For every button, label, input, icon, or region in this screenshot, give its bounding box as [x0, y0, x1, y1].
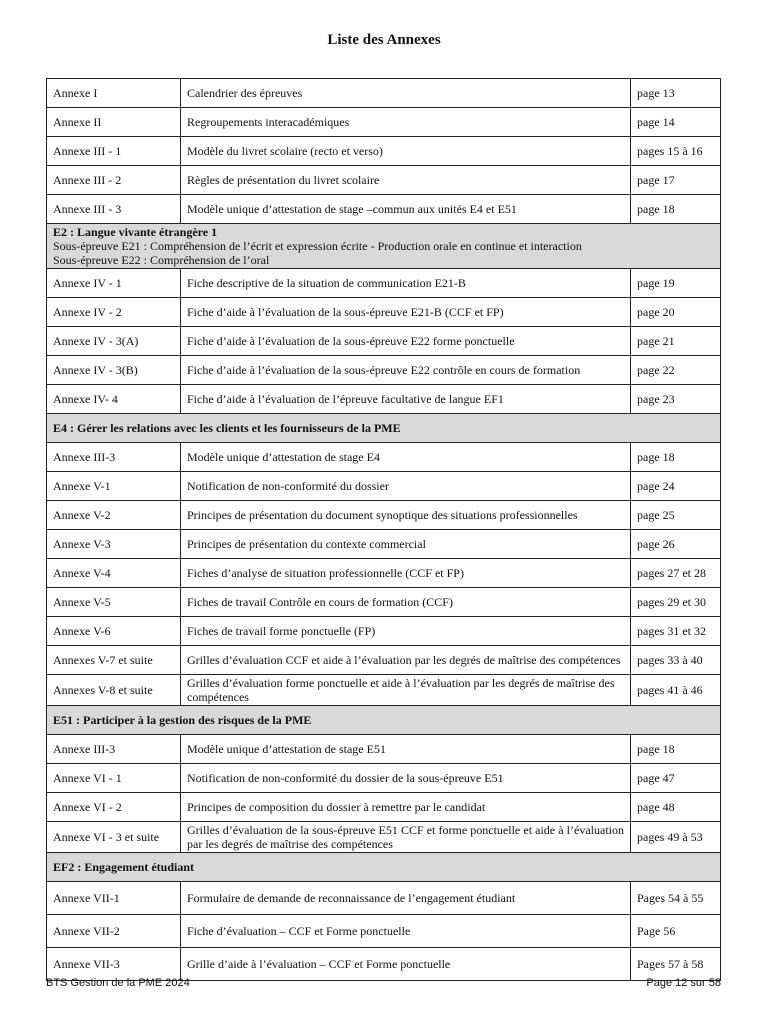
annex-id-cell: Annexe VI - 1 [47, 764, 181, 793]
annex-page-cell: page 18 [631, 195, 721, 224]
annex-id-cell: Annexe VI - 2 [47, 793, 181, 822]
annex-page-cell: page 20 [631, 298, 721, 327]
annex-id-cell: Annexe III-3 [47, 443, 181, 472]
table-row [47, 79, 721, 108]
table-row [47, 195, 721, 224]
annex-id-cell: Annexe VI - 3 et suite [47, 822, 181, 853]
annex-id-cell: Annexe V-5 [47, 588, 181, 617]
annex-id-cell: Annexe IV - 1 [47, 269, 181, 298]
annex-id-cell: Annexe IV - 3(B) [47, 356, 181, 385]
annex-description-cell: Fiches de travail forme ponctuelle (FP) [181, 617, 631, 646]
annex-page-cell: page 13 [631, 79, 721, 108]
annex-description-cell: Grilles d’évaluation de la sous-épreuve E51 CCF et forme ponctuelle et aide à l’évaluation par les degrés de maîtrise des compétences [181, 822, 631, 853]
section-title: EF2 : Engagement étudiant [53, 860, 194, 874]
annex-page-cell: page 48 [631, 793, 721, 822]
annex-id-cell: Annexe IV - 3(A) [47, 327, 181, 356]
annex-description-cell: Fiche d’aide à l’évaluation de la sous-épreuve E22 contrôle en cours de formation [181, 356, 631, 385]
section-header-cell [47, 853, 721, 882]
page-footer [46, 977, 721, 989]
annex-description-cell: Grille d’aide à l’évaluation – CCF et Forme ponctuelle [181, 948, 631, 981]
annex-page-cell: page 19 [631, 269, 721, 298]
annex-id-cell: Annexe V-3 [47, 530, 181, 559]
annex-id-cell: Annexe VII-2 [47, 915, 181, 948]
annex-id-cell: Annexe V-6 [47, 617, 181, 646]
table-row [47, 588, 721, 617]
annex-description-cell: Fiche d’aide à l’évaluation de l’épreuve facultative de langue EF1 [181, 385, 631, 414]
section-subtitle: Sous-épreuve E22 : Compréhension de l’oral [53, 253, 270, 267]
annex-description-cell: Règles de présentation du livret scolaire [181, 166, 631, 195]
annex-page-cell: page 22 [631, 356, 721, 385]
annex-page-cell: page 24 [631, 472, 721, 501]
annex-table [46, 78, 721, 981]
annex-page-cell: Pages 54 à 55 [631, 882, 721, 915]
annex-page-cell: page 21 [631, 327, 721, 356]
section-header-row [47, 224, 721, 269]
section-header-cell [47, 706, 721, 735]
annex-page-cell: pages 15 à 16 [631, 137, 721, 166]
table-row [47, 501, 721, 530]
annex-description-cell: Fiche d’évaluation – CCF et Forme ponctuelle [181, 915, 631, 948]
annex-page-cell: pages 27 et 28 [631, 559, 721, 588]
table-row [47, 882, 721, 915]
table-row [47, 137, 721, 166]
annex-description-cell: Fiche d’aide à l’évaluation de la sous-épreuve E21-B (CCF et FP) [181, 298, 631, 327]
table-row [47, 646, 721, 675]
table-row [47, 166, 721, 195]
annex-id-cell: Annexes V-7 et suite [47, 646, 181, 675]
section-header-row [47, 414, 721, 443]
annex-description-cell: Calendrier des épreuves [181, 79, 631, 108]
table-row [47, 472, 721, 501]
annex-id-cell: Annexe III - 3 [47, 195, 181, 224]
annex-description-cell: Grilles d’évaluation CCF et aide à l’évaluation par les degrés de maîtrise des compétences [181, 646, 631, 675]
table-row [47, 764, 721, 793]
annex-page-cell: page 17 [631, 166, 721, 195]
table-row [47, 675, 721, 706]
annex-description-cell: Fiche descriptive de la situation de communication E21-B [181, 269, 631, 298]
section-header-cell [47, 414, 721, 443]
annex-id-cell: Annexe V-2 [47, 501, 181, 530]
annex-page-cell: page 18 [631, 735, 721, 764]
table-row [47, 269, 721, 298]
annex-id-cell: Annexe VII-1 [47, 882, 181, 915]
table-row [47, 915, 721, 948]
annex-page-cell: pages 31 et 32 [631, 617, 721, 646]
table-row [47, 108, 721, 137]
annex-page-cell: page 18 [631, 443, 721, 472]
table-row [47, 822, 721, 853]
table-row [47, 327, 721, 356]
section-subtitle: Sous-épreuve E21 : Compréhension de l’écrit et expression écrite - Production orale en continue et interaction [53, 239, 582, 253]
page-title: Liste des Annexes [327, 32, 441, 48]
annex-description-cell: Notification de non-conformité du dossier de la sous-épreuve E51 [181, 764, 631, 793]
annex-description-cell: Fiches de travail Contrôle en cours de formation (CCF) [181, 588, 631, 617]
table-row [47, 948, 721, 981]
section-header-row [47, 853, 721, 882]
section-title: E51 : Participer à la gestion des risques de la PME [53, 713, 312, 727]
annex-description-cell: Notification de non-conformité du dossier [181, 472, 631, 501]
annex-description-cell: Modèle du livret scolaire (recto et verso) [181, 137, 631, 166]
table-row [47, 298, 721, 327]
annex-description-cell: Principes de composition du dossier à remettre par le candidat [181, 793, 631, 822]
annex-page-cell: Pages 57 à 58 [631, 948, 721, 981]
annex-id-cell: Annexe III - 2 [47, 166, 181, 195]
annex-page-cell: Page 56 [631, 915, 721, 948]
footer-document-title: BTS Gestion de la PME 2024 [46, 977, 190, 989]
annex-id-cell: Annexe I [47, 79, 181, 108]
annex-description-cell: Modèle unique d’attestation de stage E51 [181, 735, 631, 764]
annex-page-cell: pages 41 à 46 [631, 675, 721, 706]
annex-description-cell: Modèle unique d’attestation de stage E4 [181, 443, 631, 472]
table-row [47, 559, 721, 588]
annex-page-cell: page 14 [631, 108, 721, 137]
annex-id-cell: Annexe III - 1 [47, 137, 181, 166]
table-row [47, 356, 721, 385]
annex-description-cell: Regroupements interacadémiques [181, 108, 631, 137]
section-title: E2 : Langue vivante étrangère 1 [53, 225, 218, 239]
table-row [47, 793, 721, 822]
annex-page-cell: page 47 [631, 764, 721, 793]
annex-id-cell: Annexe VII-3 [47, 948, 181, 981]
section-header-row [47, 706, 721, 735]
annex-page-cell: pages 33 à 40 [631, 646, 721, 675]
table-row [47, 530, 721, 559]
annex-description-cell: Modèle unique d’attestation de stage –commun aux unités E4 et E51 [181, 195, 631, 224]
annex-page-cell: page 23 [631, 385, 721, 414]
annex-page-cell: page 26 [631, 530, 721, 559]
annex-page-cell: pages 29 et 30 [631, 588, 721, 617]
annex-description-cell: Fiche d’aide à l’évaluation de la sous-épreuve E22 forme ponctuelle [181, 327, 631, 356]
section-title: E4 : Gérer les relations avec les clients et les fournisseurs de la PME [53, 421, 401, 435]
table-row [47, 617, 721, 646]
annex-table-body [47, 79, 721, 981]
annex-description-cell: Fiches d’analyse de situation professionnelle (CCF et FP) [181, 559, 631, 588]
annex-id-cell: Annexe IV - 2 [47, 298, 181, 327]
annex-id-cell: Annexe V-4 [47, 559, 181, 588]
annex-description-cell: Principes de présentation du document synoptique des situations professionnelles [181, 501, 631, 530]
footer-page-number: Page 12 sur 58 [646, 977, 721, 989]
annex-id-cell: Annexe IV- 4 [47, 385, 181, 414]
annex-page-cell: page 25 [631, 501, 721, 530]
annex-description-cell: Principes de présentation du contexte commercial [181, 530, 631, 559]
table-row [47, 385, 721, 414]
annex-description-cell: Grilles d’évaluation forme ponctuelle et aide à l’évaluation par les degrés de maîtrise des compétences [181, 675, 631, 706]
annex-page-cell: pages 49 à 53 [631, 822, 721, 853]
annex-id-cell: Annexes V-8 et suite [47, 675, 181, 706]
section-header-cell [47, 224, 721, 269]
table-row [47, 443, 721, 472]
annex-id-cell: Annexe II [47, 108, 181, 137]
annex-id-cell: Annexe V-1 [47, 472, 181, 501]
table-row [47, 735, 721, 764]
annex-description-cell: Formulaire de demande de reconnaissance de l’engagement étudiant [181, 882, 631, 915]
annex-id-cell: Annexe III-3 [47, 735, 181, 764]
